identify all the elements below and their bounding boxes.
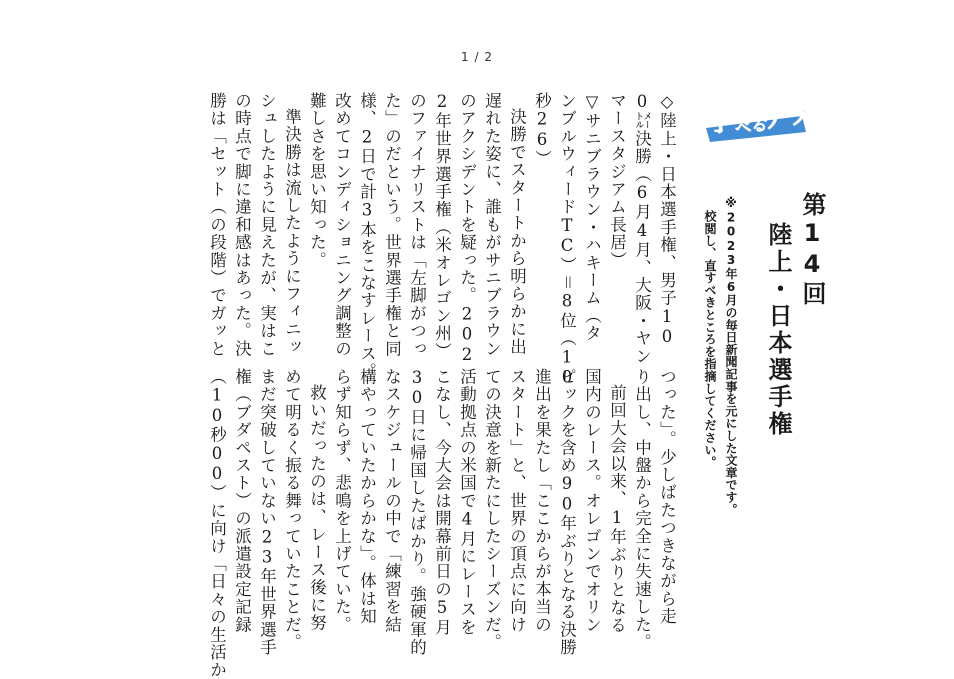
article-column: めて明るく振る舞っていたことだ。 — [282, 368, 302, 652]
article-column: 準決勝は流したようにフィニッ — [282, 108, 302, 356]
article-column: まだ突破していない23年世界選手 — [257, 368, 277, 657]
article-column: 難しさを思い知った。 — [307, 92, 327, 269]
article-column: つった」。少しばたつきながら走 — [657, 368, 677, 626]
article-column: スタート」と、世界の頂点に向け — [507, 368, 527, 634]
article-column: （10秒00）に向け「日々の生活か — [207, 368, 227, 679]
article-column: 様、2日で計3本をこなすレース。 — [357, 92, 377, 381]
article-column: 改めてコンディショニング調整の — [332, 92, 352, 358]
article-column: 遅れた姿に、誰もがサニブラウン — [482, 92, 502, 358]
page-number: 1 / 2 — [461, 50, 493, 64]
svg-text:べる: べる — [733, 114, 769, 138]
episode-number: 第14回 — [798, 192, 826, 308]
article-column: ピックを含め90年ぶりとなる決勝 — [557, 368, 577, 657]
article-column: 前回大会以来、1年ぶりとなる — [607, 384, 627, 635]
article-column: 進出を果たし「ここからが本当の — [532, 368, 552, 634]
svg-text:学: 学 — [704, 105, 735, 139]
article-column: なスケジュールの中で「練習を結 — [382, 368, 402, 634]
article-column: マースタジアム長居） — [607, 92, 627, 269]
article-column: た」のだという。世界選手権と同 — [382, 92, 402, 358]
instruction-note-line: 校閲し、直すべきところを指摘してください。 — [703, 210, 717, 469]
article-column: ▽サニブラウン・ハキーム（タ — [582, 92, 602, 343]
article-column: ての決意を新たにしたシーズンだ。 — [482, 368, 502, 652]
manaberu-gera-logo — [702, 98, 814, 148]
article-column: 秒26） — [532, 92, 552, 168]
article-column: 権（ブダペスト）の派遣設定記録 — [232, 368, 252, 634]
article-column: 国内のレース。オレゴンでオリン — [582, 368, 602, 634]
instruction-note-line: ※2023年6月の毎日新聞記事を元にした文章です。 — [724, 196, 738, 516]
article-column: ンブルウィードTC）＝8位（10 — [557, 92, 577, 388]
article-column: 活動拠点の米国で4月にレースを — [457, 368, 477, 636]
article-title: 陸上・日本選手権 — [764, 222, 792, 438]
article-column: の時点で脚に違和感はあった。決 — [232, 92, 252, 358]
article-column: り出し、中盤から完全に失速した。 — [632, 368, 652, 652]
article-column: のファイナリストは「左脚がつっ — [407, 92, 427, 358]
svg-text:ゲラ: ゲラ — [760, 99, 813, 134]
article-column: 決勝でスタートから明らかに出 — [507, 108, 527, 356]
article-column: 2年世界選手権（米オレゴン州） — [432, 92, 452, 360]
article-column: こなし、今大会は開幕前日の5月 — [432, 368, 452, 636]
article-column: 構やっていたからかな」。体は知 — [357, 368, 377, 626]
article-column: 0㍍決勝（6月4月、大阪・ヤン — [632, 92, 652, 365]
article-column: ◇陸上・日本選手権、男子10 — [657, 92, 677, 348]
article-column: のアクシデントを疑った。202 — [457, 92, 477, 365]
article-column: シュしたように見えたが、実はこ — [257, 92, 277, 358]
article-column: 勝は「セット（の段階）でガッと — [207, 92, 227, 358]
article-column: 救いだったのは、レース後に努 — [307, 384, 327, 632]
article-column: らず知らず、悲鳴を上げていた。 — [332, 368, 352, 634]
article-column: 30日に帰国したばかり。強硬軍的 — [407, 368, 427, 657]
